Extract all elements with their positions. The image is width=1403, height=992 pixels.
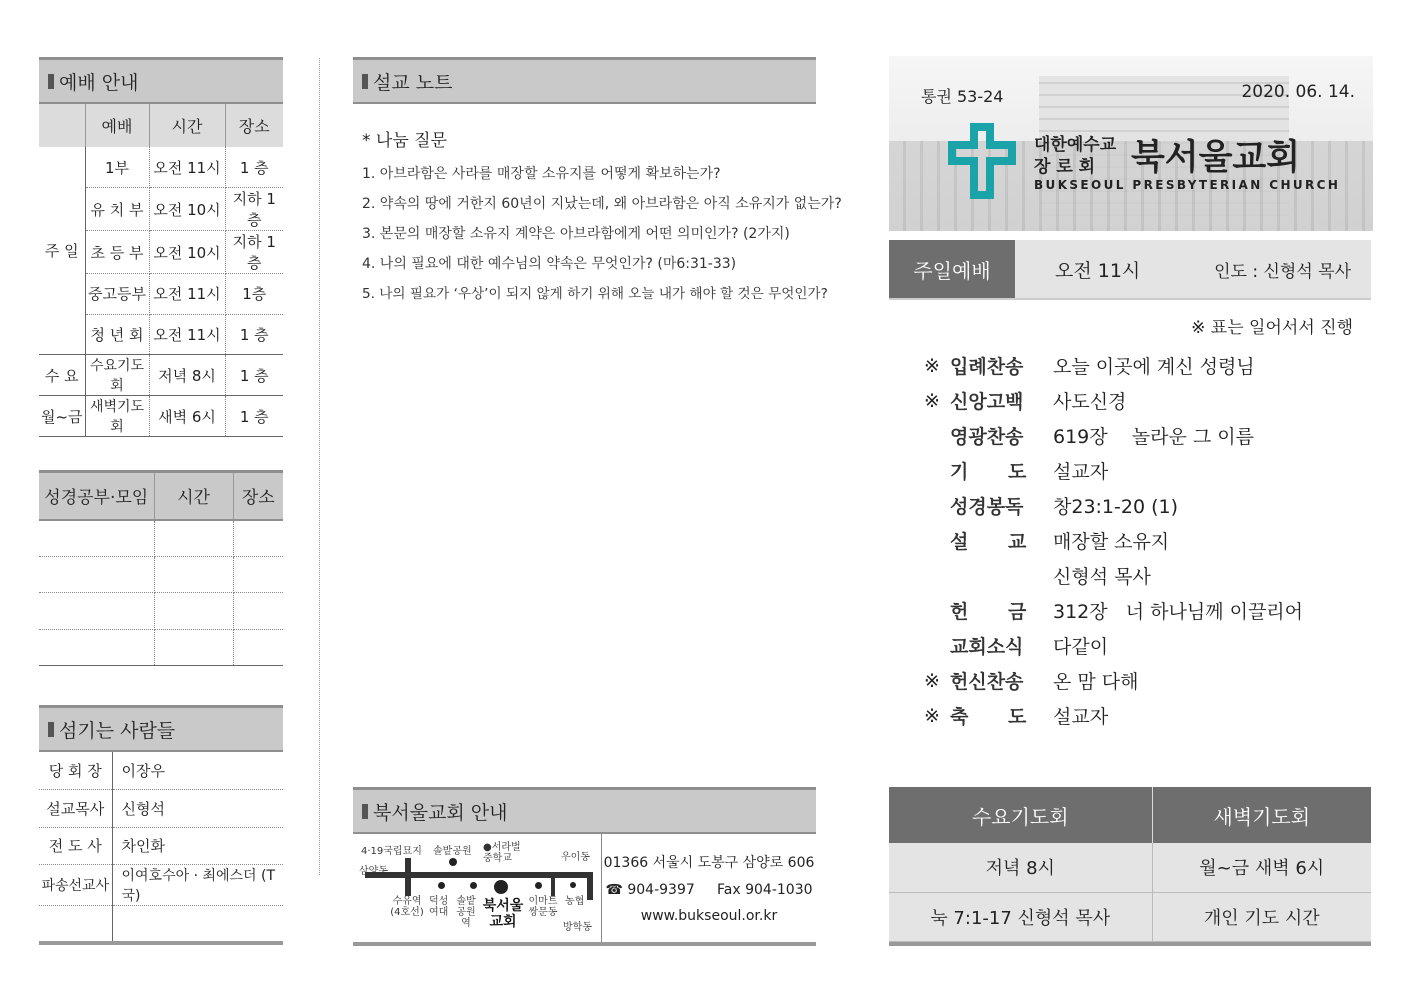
- worship-header-time: 시간: [149, 104, 225, 147]
- column-divider: [319, 58, 320, 875]
- worship-group-wednesday: 수 요: [39, 355, 85, 396]
- table-row: [39, 827, 283, 865]
- study-cell: [233, 520, 283, 557]
- table-row: [39, 752, 283, 790]
- study-cell: [154, 593, 233, 630]
- order-item-name: 기 도: [950, 461, 1027, 483]
- study-cell: [154, 629, 233, 666]
- worship-time: 오전 11시: [149, 274, 225, 315]
- table-row: [39, 147, 283, 188]
- prayer-cell: 눅 7:1-17 신형석 목사: [889, 892, 1152, 941]
- order-item-name: 축 도: [950, 706, 1027, 728]
- sermon-notes: [353, 57, 842, 309]
- map-road: [365, 872, 593, 878]
- study-cell: [154, 556, 233, 593]
- table-row: [889, 892, 1371, 941]
- emart-marker-icon: [535, 882, 542, 889]
- order-item-name: 헌신찬송: [950, 671, 1024, 693]
- map-label-suyu: 수유역 (4호선): [390, 896, 424, 918]
- worship-place: 지하 1층: [225, 231, 283, 274]
- study-cell: [39, 629, 154, 666]
- worship-time: 새벽 6시: [149, 396, 225, 437]
- sermon-notes-title: 설교 노트: [373, 71, 453, 94]
- map-label-nonghyup: 농협: [565, 896, 585, 907]
- section-bar-icon: [362, 804, 368, 819]
- park-marker-icon: [449, 858, 457, 866]
- church-english-name: BUKSEOUL PRESBYTERIAN CHURCH: [1034, 178, 1341, 192]
- list-item: 2. 약속의 땅에 거한지 60년이 지났는데, 왜 아브라함은 아직 소유지가 없는가?: [362, 196, 842, 212]
- station-marker-icon: [438, 882, 445, 889]
- list-item: [924, 698, 1364, 733]
- study-cell: [39, 520, 154, 557]
- prayer-cell: 개인 기도 시간: [1152, 892, 1371, 941]
- bible-study-header: [39, 472, 283, 520]
- order-item-name: 헌 금: [950, 601, 1027, 623]
- order-item-value: 매장할 소유지: [1053, 531, 1170, 553]
- prayer-header-dawn: 새벽기도회: [1152, 787, 1371, 843]
- stand-mark: ※: [924, 704, 940, 727]
- list-item: [924, 418, 1364, 453]
- map-road: [587, 872, 593, 900]
- map-label-banghak: 방학동: [563, 922, 592, 933]
- servants: [39, 705, 283, 945]
- worship-table-header: [39, 104, 283, 147]
- worship-place: 1층: [225, 274, 283, 315]
- church-banner: [889, 56, 1373, 231]
- question-list: [353, 159, 842, 309]
- servant-role: 설교목사: [39, 790, 112, 828]
- list-item: 5. 나의 필요가 ‘우상’이 되지 않게 하기 위해 오늘 내가 해야 할 것은 무엇인가?: [362, 286, 828, 302]
- order-item-value: 창23:1-20 (1): [1053, 496, 1179, 518]
- section-bar-icon: [362, 74, 368, 89]
- map-label-samyang: 삼양동: [359, 866, 388, 877]
- denomination: 대한예수교 장 로 회: [1034, 135, 1117, 177]
- order-item-name: 설 교: [950, 531, 1027, 553]
- bible-study-table: [39, 470, 283, 666]
- worship-header-name: 예배: [85, 104, 149, 147]
- prayer-cell: 월~금 새벽 6시: [1152, 843, 1371, 892]
- table-row: [39, 906, 283, 944]
- worship-name: 청 년 회: [85, 314, 149, 355]
- worship-place: 1 층: [225, 314, 283, 355]
- church-guide-header: [353, 787, 816, 834]
- worship-guide-title: 예배 안내: [59, 71, 139, 94]
- servant-name: 이장우: [112, 752, 283, 790]
- worship-place: 1 층: [225, 396, 283, 437]
- prayer-cell: 저녁 8시: [889, 843, 1152, 892]
- church-guide: [353, 787, 816, 946]
- servant-name: 신형석: [112, 790, 283, 828]
- service-time: 오전 11시: [1055, 259, 1141, 282]
- list-item: [924, 348, 1364, 383]
- service-info-bar: [889, 240, 1371, 300]
- list-item: 1. 아브라함은 사라를 매장할 소유지를 어떻게 확보하는가?: [362, 166, 721, 182]
- station-marker-icon: [470, 882, 477, 889]
- list-item: [924, 628, 1364, 663]
- worship-time: 저녁 8시: [149, 355, 225, 396]
- map-label-uidong: 우이동: [561, 852, 590, 863]
- order-item-name: 교회소식: [950, 636, 1024, 658]
- map-road: [551, 878, 555, 896]
- stand-mark: ※: [924, 669, 940, 692]
- bank-marker-icon: [570, 882, 576, 888]
- phone: ☎ 904-9397: [605, 882, 695, 898]
- worship-name: 1부: [85, 147, 149, 188]
- stand-note: ※ 표는 일어서서 진행: [1191, 318, 1353, 338]
- servant-role: 당 회 장: [39, 752, 112, 790]
- list-item: [924, 488, 1364, 523]
- worship-place: 1 층: [225, 355, 283, 396]
- order-item-value: 사도신경: [1053, 391, 1127, 413]
- map-label-duksung: 덕성 여대: [429, 896, 449, 918]
- stand-mark: ※: [924, 354, 940, 377]
- worship-table: [39, 104, 283, 437]
- study-cell: [154, 520, 233, 557]
- map-label-school: ●서라벌 중학교: [483, 842, 521, 864]
- service-label: 주일예배: [889, 240, 1015, 298]
- order-item-name: 성경봉독: [950, 496, 1024, 518]
- order-item-value: 다같이: [1053, 636, 1109, 658]
- fax: Fax 904-1030: [717, 882, 813, 898]
- order-item-name: 영광찬송: [950, 426, 1024, 448]
- table-row: [39, 556, 283, 593]
- worship-group-weekday: 월~금: [39, 396, 85, 437]
- order-item-name: 신앙고백: [950, 391, 1024, 413]
- worship-group-sunday: 주 일: [39, 147, 85, 355]
- servants-table: [39, 752, 283, 945]
- servant-name: 이여호수아 · 최에스더 (T국): [112, 865, 283, 906]
- church-logo-icon: [944, 119, 1020, 203]
- map-label-cemetery: 4·19국립묘지: [361, 846, 422, 857]
- worship-time: 오전 11시: [149, 314, 225, 355]
- bulletin-date: 2020. 06. 14.: [1241, 82, 1355, 102]
- study-header-place: 장소: [233, 472, 283, 520]
- study-cell: [233, 593, 283, 630]
- order-item-value: 온 맘 다해: [1053, 671, 1139, 693]
- list-item: [924, 383, 1364, 418]
- church-name: 북서울교회: [1131, 138, 1301, 178]
- church-marker-icon: [494, 880, 508, 894]
- table-row: [39, 355, 283, 396]
- worship-name: 중고등부: [85, 274, 149, 315]
- worship-place: 1 층: [225, 147, 283, 188]
- worship-name: 유 치 부: [85, 188, 149, 231]
- list-item: [924, 593, 1364, 628]
- address: 01366 서울시 도봉구 삼양로 606: [603, 855, 815, 871]
- location-map: [353, 834, 602, 942]
- order-item-name: 입례찬송: [950, 356, 1024, 378]
- study-cell: [39, 556, 154, 593]
- website-link[interactable]: www.bukseoul.or.kr: [640, 908, 778, 924]
- section-bar-icon: [48, 74, 54, 89]
- worship-time: 오전 11시: [149, 147, 225, 188]
- order-item-value: 신형석 목사: [1053, 566, 1151, 588]
- order-item-value: 312장 너 하나님께 이끌리어: [1053, 601, 1304, 623]
- phone-fax: [605, 882, 812, 898]
- servant-name: 차인화: [112, 827, 283, 865]
- servant-role: 전 도 사: [39, 827, 112, 865]
- prayer-table: [889, 787, 1371, 942]
- list-item: 4. 나의 필요에 대한 예수님의 약속은 무엇인가? (마6:31-33): [362, 256, 737, 272]
- study-header-name: 성경공부·모임: [39, 472, 154, 520]
- list-item: [924, 453, 1364, 488]
- prayer-header-wednesday: 수요기도회: [889, 787, 1152, 843]
- list-item: 3. 본문의 매장할 소유지 계약은 아브라함에게 어떤 의미인가? (2가지): [362, 226, 790, 242]
- worship-guide-header: [39, 57, 283, 104]
- list-item: [924, 558, 1364, 593]
- map-label-solbat-station: 솔밭 공원 역: [456, 896, 476, 929]
- study-cell: [39, 593, 154, 630]
- worship-header-place: 장소: [225, 104, 283, 147]
- worship-name: 수요기도회: [85, 355, 149, 396]
- list-item: [924, 523, 1364, 558]
- servants-header: [39, 705, 283, 752]
- map-road: [405, 858, 411, 896]
- bible-study: [39, 470, 283, 666]
- worship-name: 초 등 부: [85, 231, 149, 274]
- table-row: [39, 629, 283, 666]
- order-of-worship: [924, 348, 1364, 733]
- church-guide-title: 북서울교회 안내: [373, 801, 508, 824]
- order-item-value: 619장 놀라운 그 이름: [1053, 426, 1254, 448]
- order-item-value: 설교자: [1053, 461, 1109, 483]
- map-label-emart: 이마트 쌍문동: [528, 896, 558, 918]
- worship-name: 새벽기도회: [85, 396, 149, 437]
- study-cell: [233, 629, 283, 666]
- table-row: [39, 865, 283, 906]
- worship-place: 지하 1층: [225, 188, 283, 231]
- servant-name: [112, 906, 283, 944]
- map-label-park: 솔밭공원: [433, 846, 472, 857]
- table-row: [39, 593, 283, 630]
- service-details: [1015, 240, 1371, 298]
- table-row: [39, 790, 283, 828]
- table-row: [39, 396, 283, 437]
- list-item: [924, 663, 1364, 698]
- order-item-value: 오늘 이곳에 계신 성령님: [1053, 356, 1255, 378]
- prayer-table-header: [889, 787, 1371, 843]
- map-label-church: 북서울 교회: [482, 898, 524, 930]
- stand-mark: ※: [924, 389, 940, 412]
- issue-number: 통권 53-24: [921, 87, 1004, 106]
- study-header-time: 시간: [154, 472, 233, 520]
- servant-role: [39, 906, 112, 944]
- sharing-questions-title: * 나눔 질문: [362, 131, 447, 151]
- section-bar-icon: [48, 722, 54, 737]
- worship-header-group: [39, 104, 85, 147]
- table-row: [889, 843, 1371, 892]
- service-leader: 인도 : 신형석 목사: [1214, 261, 1351, 282]
- worship-time: 오전 10시: [149, 231, 225, 274]
- contact-info: [602, 834, 816, 942]
- prayer-meetings: [889, 787, 1371, 946]
- study-cell: [233, 556, 283, 593]
- sermon-notes-header: [353, 57, 816, 104]
- worship-time: 오전 10시: [149, 188, 225, 231]
- worship-guide: [39, 57, 283, 437]
- servant-role: 파송선교사: [39, 865, 112, 906]
- servants-title: 섬기는 사람들: [59, 719, 176, 742]
- table-row: [39, 520, 283, 557]
- church-guide-body: [353, 834, 816, 946]
- order-item-value: 설교자: [1053, 706, 1109, 728]
